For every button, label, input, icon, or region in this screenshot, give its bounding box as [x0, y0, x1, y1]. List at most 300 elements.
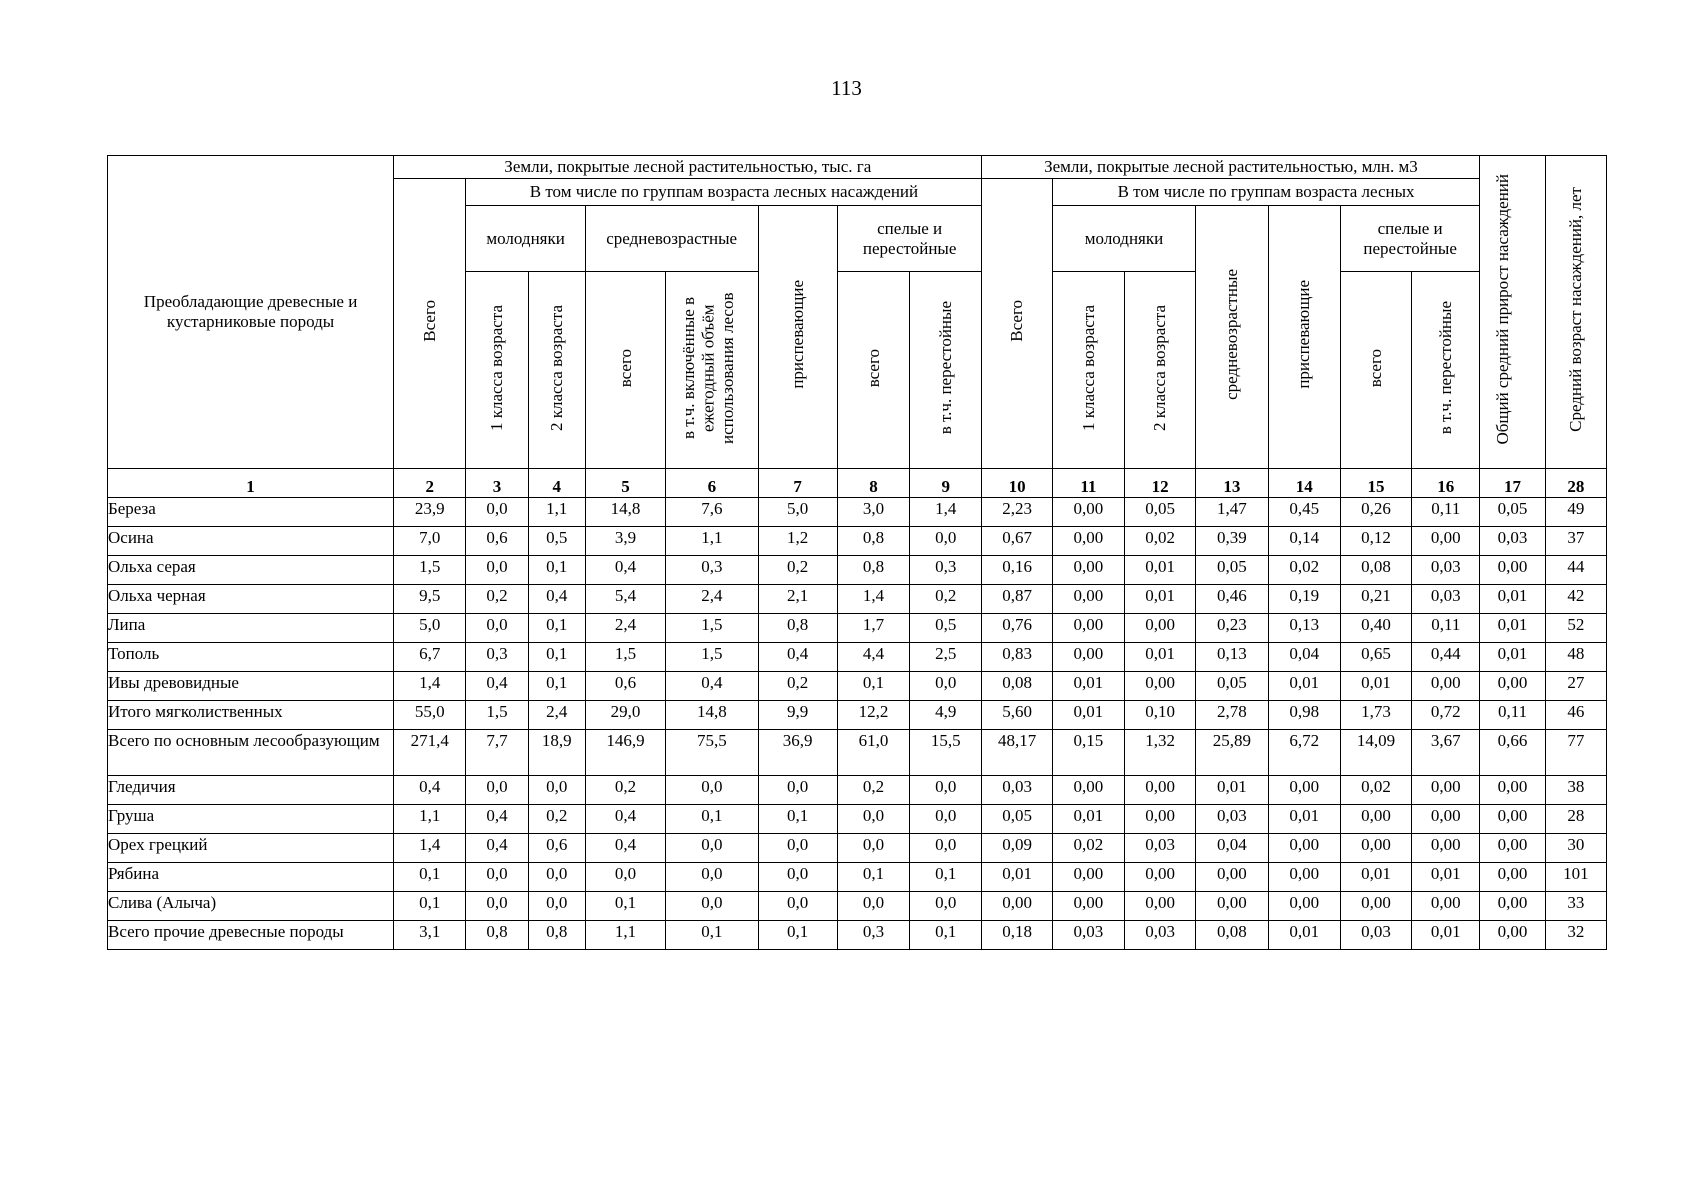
table-cell: 14,09 — [1340, 730, 1411, 776]
table-cell: 0,0 — [910, 892, 982, 921]
table-cell: 0,0 — [666, 863, 758, 892]
table-cell: 0,05 — [1480, 498, 1545, 527]
table-cell: 0,03 — [1480, 527, 1545, 556]
table-cell: 0,00 — [1412, 527, 1480, 556]
column-number: 17 — [1480, 469, 1545, 498]
table-cell: 2,4 — [666, 585, 758, 614]
table-cell: 0,5 — [528, 527, 585, 556]
table-cell: 0,0 — [528, 892, 585, 921]
table-cell: 0,0 — [758, 834, 837, 863]
table-cell: 49 — [1545, 498, 1606, 527]
table-cell: 2,4 — [585, 614, 665, 643]
table-cell: 0,46 — [1196, 585, 1268, 614]
table-cell: 32 — [1545, 921, 1606, 950]
table-cell: 30 — [1545, 834, 1606, 863]
table-row — [108, 556, 1607, 585]
table-cell: 0,1 — [758, 921, 837, 950]
table-cell: 0,2 — [758, 672, 837, 701]
table-cell: 0,83 — [982, 643, 1052, 672]
species-name: Всего по основным лесообразующим — [108, 730, 394, 776]
table-cell: 0,0 — [758, 863, 837, 892]
column-number: 2 — [394, 469, 466, 498]
table-cell: 0,00 — [1480, 921, 1545, 950]
table-cell: 9,9 — [758, 701, 837, 730]
table-cell: 0,2 — [758, 556, 837, 585]
species-name: Ивы древовидные — [108, 672, 394, 701]
area-included-harvest-header: в т.ч. включённые в ежегодный объём использования лесов — [666, 272, 758, 469]
table-cell: 14,8 — [585, 498, 665, 527]
column-number: 8 — [837, 469, 909, 498]
table-row — [108, 863, 1607, 892]
table-cell: 0,00 — [1052, 643, 1124, 672]
column-number-row — [108, 469, 1607, 498]
table-cell: 7,6 — [666, 498, 758, 527]
table-cell: 0,18 — [982, 921, 1052, 950]
table-cell: 1,4 — [394, 834, 466, 863]
volume-total-header: Всего — [982, 179, 1052, 469]
table-cell: 0,72 — [1412, 701, 1480, 730]
table-cell: 0,04 — [1196, 834, 1268, 863]
column-number: 13 — [1196, 469, 1268, 498]
table-cell: 0,4 — [466, 672, 528, 701]
column-number: 11 — [1052, 469, 1124, 498]
table-cell: 1,5 — [585, 643, 665, 672]
table-cell: 0,00 — [1125, 863, 1196, 892]
table-cell: 0,0 — [466, 498, 528, 527]
table-cell: 1,1 — [585, 921, 665, 950]
table-cell: 6,72 — [1268, 730, 1340, 776]
column-number: 6 — [666, 469, 758, 498]
table-cell: 0,03 — [1196, 805, 1268, 834]
column-number: 5 — [585, 469, 665, 498]
table-cell: 36,9 — [758, 730, 837, 776]
table-cell: 3,0 — [837, 498, 909, 527]
table-cell: 0,00 — [1340, 805, 1411, 834]
table-cell: 0,3 — [837, 921, 909, 950]
table-cell: 0,01 — [1340, 863, 1411, 892]
table-cell: 0,4 — [585, 834, 665, 863]
table-cell: 0,1 — [837, 863, 909, 892]
table-cell: 0,0 — [758, 892, 837, 921]
table-cell: 0,00 — [1480, 892, 1545, 921]
table-row — [108, 701, 1607, 730]
species-name: Береза — [108, 498, 394, 527]
table-cell: 0,1 — [666, 921, 758, 950]
table-cell: 2,1 — [758, 585, 837, 614]
table-cell: 1,5 — [666, 614, 758, 643]
table-cell: 0,00 — [1268, 776, 1340, 805]
area-group-header: Земли, покрытые лесной растительностью, тыс. га — [394, 156, 982, 179]
table-cell: 1,4 — [837, 585, 909, 614]
area-class2-header: 2 класса возраста — [528, 272, 585, 469]
table-cell: 1,1 — [394, 805, 466, 834]
table-cell: 0,01 — [1125, 556, 1196, 585]
column-number: 4 — [528, 469, 585, 498]
table-cell: 101 — [1545, 863, 1606, 892]
table-row — [108, 672, 1607, 701]
volume-young-header: молодняки — [1052, 206, 1196, 272]
table-cell: 25,89 — [1196, 730, 1268, 776]
table-cell: 0,00 — [1340, 892, 1411, 921]
table-cell: 0,4 — [466, 805, 528, 834]
table-cell: 0,01 — [1125, 643, 1196, 672]
table-cell: 0,4 — [394, 776, 466, 805]
species-name: Тополь — [108, 643, 394, 672]
table-cell: 14,8 — [666, 701, 758, 730]
table-cell: 0,3 — [466, 643, 528, 672]
table-row — [108, 834, 1607, 863]
table-cell: 0,12 — [1340, 527, 1411, 556]
area-mature-header: спелые и перестойные — [837, 206, 982, 272]
table-cell: 15,5 — [910, 730, 982, 776]
table-cell: 0,03 — [1052, 921, 1124, 950]
table-cell: 2,23 — [982, 498, 1052, 527]
table-cell: 0,14 — [1268, 527, 1340, 556]
table-cell: 0,0 — [910, 527, 982, 556]
table-cell: 0,03 — [1340, 921, 1411, 950]
table-cell: 0,01 — [982, 863, 1052, 892]
table-cell: 0,00 — [1412, 805, 1480, 834]
table-cell: 0,00 — [1480, 672, 1545, 701]
table-cell: 0,02 — [1268, 556, 1340, 585]
table-cell: 0,00 — [1480, 776, 1545, 805]
area-total-header: Всего — [394, 179, 466, 469]
column-number: 9 — [910, 469, 982, 498]
table-cell: 0,01 — [1340, 672, 1411, 701]
table-cell: 0,03 — [1125, 921, 1196, 950]
table-cell: 0,1 — [758, 805, 837, 834]
table-cell: 0,01 — [1412, 863, 1480, 892]
table-cell: 0,4 — [666, 672, 758, 701]
volume-middle-header: средневозрастные — [1196, 206, 1268, 469]
page-number: 113 — [831, 76, 862, 100]
table-cell: 6,7 — [394, 643, 466, 672]
table-cell: 0,6 — [528, 834, 585, 863]
table-cell: 0,0 — [910, 776, 982, 805]
table-cell: 0,40 — [1340, 614, 1411, 643]
table-cell: 1,7 — [837, 614, 909, 643]
table-cell: 0,15 — [1052, 730, 1124, 776]
table-cell: 0,0 — [837, 834, 909, 863]
table-cell: 0,01 — [1052, 805, 1124, 834]
species-name: Гледичия — [108, 776, 394, 805]
table-cell: 0,0 — [837, 805, 909, 834]
volume-overmature-header: в т.ч. перестойные — [1412, 272, 1480, 469]
table-cell: 0,2 — [585, 776, 665, 805]
table-cell: 1,2 — [758, 527, 837, 556]
table-cell: 0,00 — [1052, 892, 1124, 921]
table-cell: 0,03 — [982, 776, 1052, 805]
area-middle-all-header: всего — [585, 272, 665, 469]
table-cell: 55,0 — [394, 701, 466, 730]
table-cell: 0,00 — [1412, 672, 1480, 701]
table-cell: 0,03 — [1412, 585, 1480, 614]
table-cell: 0,4 — [466, 834, 528, 863]
table-cell: 12,2 — [837, 701, 909, 730]
table-cell: 0,19 — [1268, 585, 1340, 614]
species-name: Осина — [108, 527, 394, 556]
table-cell: 0,00 — [1412, 776, 1480, 805]
table-cell: 0,4 — [528, 585, 585, 614]
table-cell: 0,09 — [982, 834, 1052, 863]
table-cell: 0,4 — [758, 643, 837, 672]
column-number: 15 — [1340, 469, 1411, 498]
table-cell: 0,01 — [1480, 585, 1545, 614]
table-cell: 0,8 — [466, 921, 528, 950]
table-cell: 0,00 — [1125, 805, 1196, 834]
table-cell: 0,02 — [1052, 834, 1124, 863]
volume-mature-header: спелые и перестойные — [1340, 206, 1480, 272]
table-cell: 0,0 — [666, 892, 758, 921]
species-name: Ольха черная — [108, 585, 394, 614]
table-cell: 0,5 — [910, 614, 982, 643]
table-cell: 0,01 — [1268, 672, 1340, 701]
table-cell: 0,1 — [910, 863, 982, 892]
species-name: Всего прочие древесные породы — [108, 921, 394, 950]
area-mature-all-header: всего — [837, 272, 909, 469]
table-cell: 0,01 — [1052, 701, 1124, 730]
volume-class2-header: 2 класса возраста — [1125, 272, 1196, 469]
table-cell: 0,00 — [1052, 776, 1124, 805]
table-cell: 7,0 — [394, 527, 466, 556]
table-cell: 0,0 — [910, 834, 982, 863]
table-cell: 0,00 — [1052, 585, 1124, 614]
table-cell: 42 — [1545, 585, 1606, 614]
table-cell: 0,00 — [1412, 834, 1480, 863]
area-class1-header: 1 класса возраста — [466, 272, 528, 469]
table-cell: 1,4 — [910, 498, 982, 527]
species-name: Груша — [108, 805, 394, 834]
table-cell: 77 — [1545, 730, 1606, 776]
table-row — [108, 585, 1607, 614]
table-cell: 0,00 — [1268, 892, 1340, 921]
volume-class1-header: 1 класса возраста — [1052, 272, 1124, 469]
table-cell: 52 — [1545, 614, 1606, 643]
table-cell: 29,0 — [585, 701, 665, 730]
table-cell: 0,00 — [1340, 834, 1411, 863]
table-cell: 0,08 — [1340, 556, 1411, 585]
table-cell: 18,9 — [528, 730, 585, 776]
table-cell: 0,10 — [1125, 701, 1196, 730]
table-cell: 0,13 — [1196, 643, 1268, 672]
table-cell: 1,5 — [394, 556, 466, 585]
avg-increment-header: Общий средний прирост насаждений — [1480, 156, 1545, 469]
table-cell: 5,0 — [394, 614, 466, 643]
table-cell: 0,00 — [1412, 892, 1480, 921]
table-cell: 0,8 — [837, 527, 909, 556]
table-cell: 0,00 — [1480, 805, 1545, 834]
table-cell: 27 — [1545, 672, 1606, 701]
table-cell: 0,0 — [666, 776, 758, 805]
table-cell: 1,1 — [666, 527, 758, 556]
table-cell: 0,0 — [466, 556, 528, 585]
table-cell: 0,00 — [1125, 672, 1196, 701]
table-cell: 0,08 — [982, 672, 1052, 701]
area-young-header: молодняки — [466, 206, 585, 272]
column-number: 1 — [108, 469, 394, 498]
table-cell: 0,39 — [1196, 527, 1268, 556]
column-number: 14 — [1268, 469, 1340, 498]
table-cell: 0,04 — [1268, 643, 1340, 672]
table-cell: 37 — [1545, 527, 1606, 556]
table-cell: 2,5 — [910, 643, 982, 672]
table-cell: 0,76 — [982, 614, 1052, 643]
table-cell: 0,4 — [585, 805, 665, 834]
table-cell: 0,01 — [1412, 921, 1480, 950]
table-cell: 0,87 — [982, 585, 1052, 614]
species-name: Орех грецкий — [108, 834, 394, 863]
table-row — [108, 643, 1607, 672]
table-cell: 0,00 — [1052, 527, 1124, 556]
table-cell: 0,0 — [910, 672, 982, 701]
table-cell: 0,16 — [982, 556, 1052, 585]
table-cell: 0,1 — [394, 863, 466, 892]
table-cell: 0,66 — [1480, 730, 1545, 776]
table-cell: 0,00 — [1480, 863, 1545, 892]
table-cell: 2,4 — [528, 701, 585, 730]
table-cell: 0,0 — [758, 776, 837, 805]
volume-ripening-header: приспевающие — [1268, 206, 1340, 469]
table-cell: 1,5 — [466, 701, 528, 730]
column-number: 12 — [1125, 469, 1196, 498]
table-cell: 0,1 — [837, 672, 909, 701]
table-cell: 3,9 — [585, 527, 665, 556]
table-cell: 0,00 — [1052, 863, 1124, 892]
table-row — [108, 776, 1607, 805]
table-cell: 0,1 — [528, 556, 585, 585]
table-cell: 0,11 — [1412, 614, 1480, 643]
table-cell: 0,8 — [528, 921, 585, 950]
table-cell: 0,01 — [1052, 672, 1124, 701]
table-cell: 0,0 — [585, 863, 665, 892]
table-cell: 0,13 — [1268, 614, 1340, 643]
table-cell: 0,00 — [1480, 556, 1545, 585]
species-name: Слива (Алыча) — [108, 892, 394, 921]
table-cell: 61,0 — [837, 730, 909, 776]
table-cell: 0,05 — [1125, 498, 1196, 527]
table-cell: 0,0 — [910, 805, 982, 834]
table-cell: 5,0 — [758, 498, 837, 527]
table-cell: 0,67 — [982, 527, 1052, 556]
table-cell: 0,1 — [528, 672, 585, 701]
table-cell: 0,3 — [666, 556, 758, 585]
table-cell: 0,00 — [1268, 863, 1340, 892]
table-cell: 38 — [1545, 776, 1606, 805]
table-cell: 7,7 — [466, 730, 528, 776]
table-cell: 0,00 — [1052, 498, 1124, 527]
area-ripening-header: приспевающие — [758, 206, 837, 469]
table-cell: 0,4 — [585, 556, 665, 585]
table-cell: 0,00 — [1196, 892, 1268, 921]
table-cell: 0,03 — [1125, 834, 1196, 863]
table-cell: 23,9 — [394, 498, 466, 527]
table-cell: 0,05 — [1196, 556, 1268, 585]
table-cell: 0,65 — [1340, 643, 1411, 672]
table-cell: 0,05 — [1196, 672, 1268, 701]
table-cell: 0,6 — [585, 672, 665, 701]
forest-stock-table — [107, 155, 1607, 950]
table-cell: 0,00 — [1125, 776, 1196, 805]
table-cell: 0,1 — [585, 892, 665, 921]
table-cell: 5,4 — [585, 585, 665, 614]
table-cell: 0,23 — [1196, 614, 1268, 643]
species-header: Преобладающие древесные и кустарниковые породы — [108, 156, 394, 469]
table-row — [108, 498, 1607, 527]
table-cell: 1,1 — [528, 498, 585, 527]
table-cell: 0,6 — [466, 527, 528, 556]
table-cell: 1,5 — [666, 643, 758, 672]
table-cell: 0,00 — [1052, 614, 1124, 643]
table-cell: 3,1 — [394, 921, 466, 950]
table-cell: 0,0 — [528, 863, 585, 892]
table-cell: 44 — [1545, 556, 1606, 585]
table-cell: 48,17 — [982, 730, 1052, 776]
table-cell: 0,01 — [1125, 585, 1196, 614]
table-cell: 0,1 — [528, 643, 585, 672]
table-cell: 48 — [1545, 643, 1606, 672]
table-cell: 1,32 — [1125, 730, 1196, 776]
table-cell: 0,00 — [982, 892, 1052, 921]
table-cell: 0,01 — [1480, 614, 1545, 643]
table-cell: 0,2 — [910, 585, 982, 614]
table-header — [108, 156, 1607, 498]
table-cell: 5,60 — [982, 701, 1052, 730]
table-cell: 0,3 — [910, 556, 982, 585]
table-cell: 0,0 — [666, 834, 758, 863]
table-cell: 0,01 — [1268, 805, 1340, 834]
table-row — [108, 614, 1607, 643]
table-cell: 0,21 — [1340, 585, 1411, 614]
table-body — [108, 498, 1607, 950]
table-row — [108, 805, 1607, 834]
table-row — [108, 730, 1607, 776]
table-cell: 9,5 — [394, 585, 466, 614]
table-cell: 1,4 — [394, 672, 466, 701]
table-row — [108, 527, 1607, 556]
species-name: Итого мягколиственных — [108, 701, 394, 730]
table-cell: 0,8 — [837, 556, 909, 585]
table-cell: 0,1 — [394, 892, 466, 921]
species-name: Ольха серая — [108, 556, 394, 585]
table-cell: 28 — [1545, 805, 1606, 834]
table-cell: 146,9 — [585, 730, 665, 776]
table-cell: 271,4 — [394, 730, 466, 776]
table-cell: 0,00 — [1480, 834, 1545, 863]
area-age-group-header: В том числе по группам возраста лесных насаждений — [466, 179, 982, 206]
table-cell: 0,00 — [1125, 892, 1196, 921]
table-cell: 75,5 — [666, 730, 758, 776]
table-cell: 0,01 — [1196, 776, 1268, 805]
table-cell: 0,1 — [910, 921, 982, 950]
table-row — [108, 921, 1607, 950]
volume-age-group-header: В том числе по группам возраста лесных — [1052, 179, 1480, 206]
table-cell: 0,0 — [466, 863, 528, 892]
species-name: Липа — [108, 614, 394, 643]
species-name: Рябина — [108, 863, 394, 892]
table-row — [108, 892, 1607, 921]
table-cell: 0,01 — [1268, 921, 1340, 950]
volume-group-header: Земли, покрытые лесной растительностью, млн. м3 — [982, 156, 1480, 179]
table-cell: 0,1 — [528, 614, 585, 643]
table-cell: 0,0 — [837, 892, 909, 921]
table-cell: 0,05 — [982, 805, 1052, 834]
table-cell: 0,26 — [1340, 498, 1411, 527]
table-cell: 0,0 — [528, 776, 585, 805]
table-cell: 1,73 — [1340, 701, 1411, 730]
table-cell: 3,67 — [1412, 730, 1480, 776]
table-cell: 0,00 — [1196, 863, 1268, 892]
column-number: 3 — [466, 469, 528, 498]
